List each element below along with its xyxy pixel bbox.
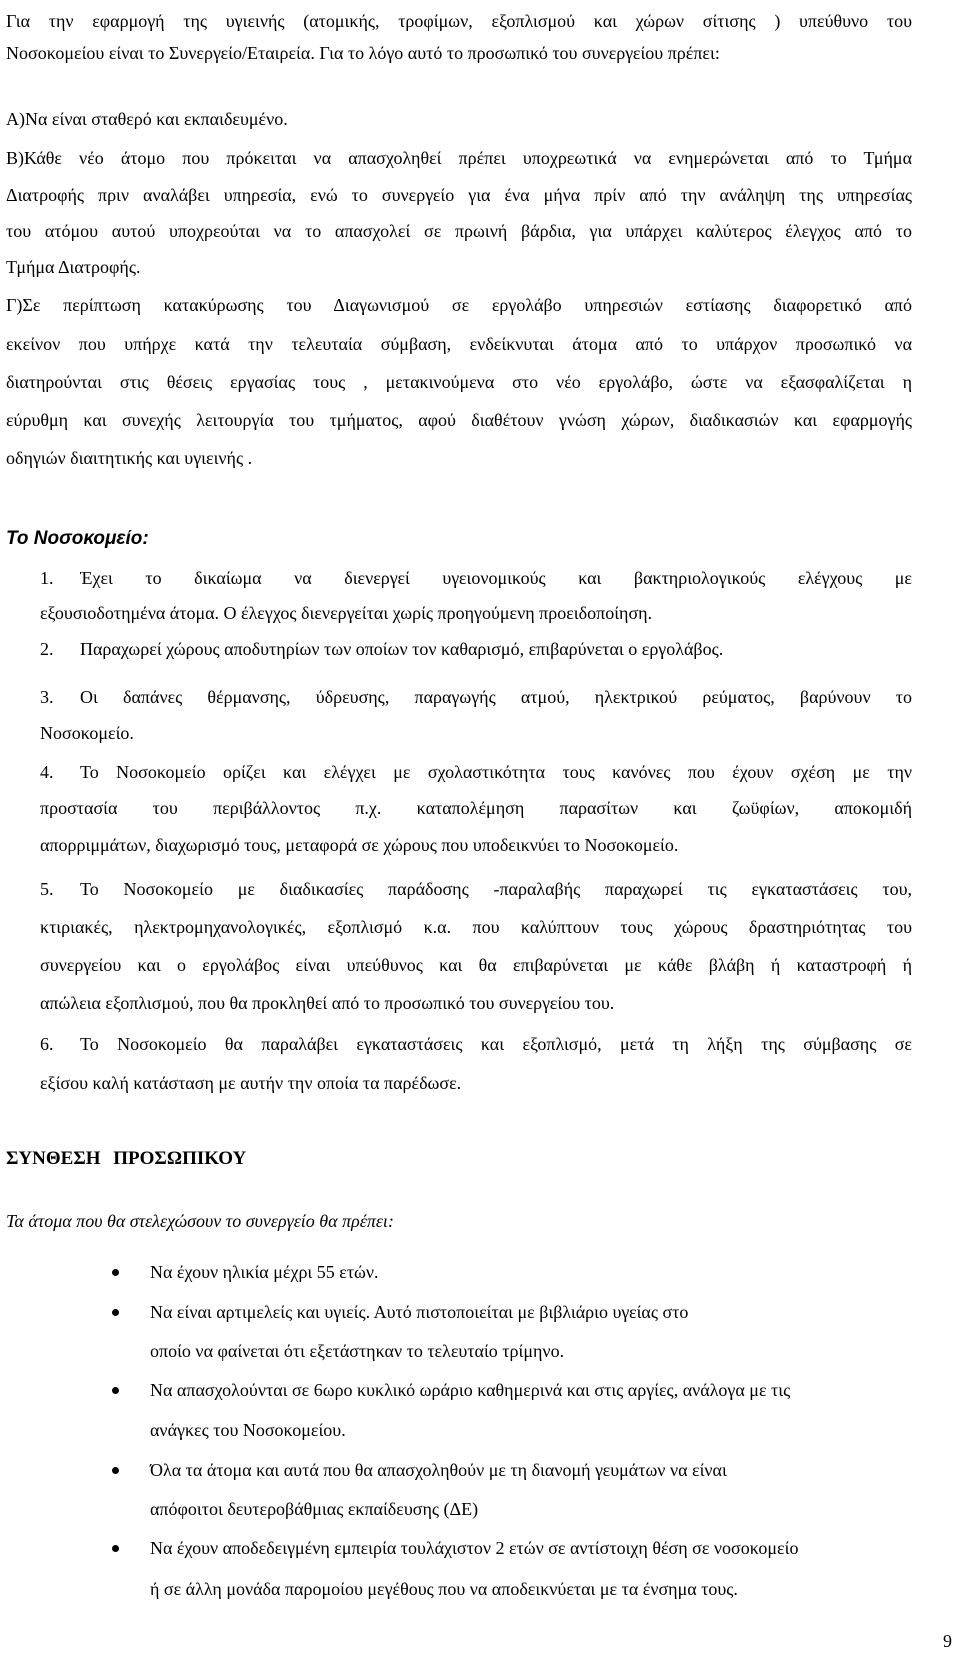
item-b-line-4: Τμήμα Διατροφής. — [6, 257, 141, 277]
staff-bullet-1-line-1: Να έχουν ηλικία μέχρι 55 ετών. — [150, 1262, 379, 1282]
intro-line-2: Νοσοκομείου είναι το Συνεργείο/Εταιρεία. Για το λόγο αυτό το προσωπικό του συνεργείου πρέπει: — [6, 43, 720, 63]
staff-bullet-5-line-1: Να έχουν αποδεδειγμένη εμπειρία τουλάχιστον 2 ετών σε αντίστοιχη θέση σε νοσοκομείο — [150, 1538, 799, 1558]
hospital-item-5-line-2: κτιριακές, ηλεκτρομηχανολογικές, εξοπλισμό κ.α. που καλύπτουν τους χώρους δραστηριότητας του — [40, 917, 912, 937]
staff-bullet-3-line-1: Να απασχολούνται σε 6ωρο κυκλικό ωράριο καθημερινά και στις αργίες, ανάλογα με τις — [150, 1380, 791, 1400]
bullet-icon — [112, 1467, 119, 1474]
hospital-item-number: 5. — [40, 879, 54, 899]
hospital-item-5-line-4: απώλεια εξοπλισμού, που θα προκληθεί από το προσωπικό του συνεργείου του. — [40, 993, 615, 1013]
staff-bullet-4-line-2: απόφοιτοι δευτεροβάθμιας εκπαίδευσης (ΔΕ) — [150, 1499, 479, 1519]
staff-bullet-2-line-1: Να είναι αρτιμελείς και υγιείς. Αυτό πιστοποιείται με βιβλιάριο υγείας στο — [150, 1302, 689, 1322]
page-number: 9 — [943, 1631, 952, 1651]
item-b-line-2: Διατροφής πριν αναλάβει υπηρεσία, ενώ το συνεργείο για ένα μήνα πρίν από την ανάληψη της υπηρεσίας — [6, 185, 912, 205]
hospital-item-1-line-1: Έχει το δικαίωμα να διενεργεί υγειονομικούς και βακτηριολογικούς ελέγχους με — [80, 568, 912, 588]
item-a: Α)Να είναι σταθερό και εκπαιδευμένο. — [6, 109, 288, 129]
hospital-item-5-line-3: συνεργείου και ο εργολάβος είναι υπεύθυνος και θα επιβαρύνεται με κάθε βλάβη ή καταστροφή ή — [40, 955, 912, 975]
item-c-line-1: Γ)Σε περίπτωση κατακύρωσης του Διαγωνισμού σε εργολάβο υπηρεσιών εστίασης διαφορετικό από — [6, 295, 912, 315]
hospital-item-3-line-2: Νοσοκομείο. — [40, 723, 134, 743]
bullet-icon — [112, 1269, 119, 1276]
hospital-item-4-line-3: απορριμμάτων, διαχωρισμό τους, μεταφορά σε χώρους που υποδεικνύει το Νοσοκομείο. — [40, 835, 679, 855]
hospital-item-number: 1. — [40, 568, 54, 588]
hospital-item-number: 4. — [40, 762, 54, 782]
staff-bullet-5-line-2: ή σε άλλη μονάδα παρομοίου μεγέθους που να αποδεικνύεται με τα ένσημα τους. — [150, 1579, 738, 1599]
item-c-line-3: διατηρούνται στις θέσεις εργασίας τους , μετακινούμενα στο νέο εργολάβο, ώστε να εξασφαλίζεται η — [6, 372, 912, 392]
bullet-icon — [112, 1387, 119, 1394]
hospital-item-6-line-2: εξίσου καλή κατάσταση με αυτήν την οποία τα παρέδωσε. — [40, 1073, 462, 1093]
item-c-line-5: οδηγιών διαιτητικής και υγιεινής . — [6, 448, 253, 468]
hospital-heading: Το Νοσοκομείο: — [6, 528, 149, 549]
bullet-icon — [112, 1309, 119, 1316]
hospital-item-2-line-1: Παραχωρεί χώρους αποδυτηρίων των οποίων τον καθαρισμό, επιβαρύνεται ο εργολάβος. — [80, 639, 724, 659]
intro-line-1: Για την εφαρμογή της υγιεινής (ατομικής, τροφίμων, εξοπλισμού και χώρων σίτισης ) υπεύθυνο του — [6, 11, 912, 31]
staff-heading: ΣΥΝΘΕΣΗ ΠΡΟΣΩΠΙΚΟΥ — [6, 1148, 247, 1169]
hospital-item-6-line-1: Το Νοσοκομείο θα παραλάβει εγκαταστάσεις και εξοπλισμό, μετά τη λήξη της σύμβασης σε — [80, 1034, 912, 1054]
hospital-item-4-line-2: προστασία του περιβάλλοντος π.χ. καταπολέμηση παρασίτων και ζωϋφίων, αποκομιδή — [40, 798, 912, 818]
hospital-item-number: 6. — [40, 1034, 54, 1054]
hospital-item-5-line-1: Το Νοσοκομείο με διαδικασίες παράδοσης -παραλαβής παραχωρεί τις εγκαταστάσεις του, — [80, 879, 912, 899]
bullet-icon — [112, 1545, 119, 1552]
item-c-line-4: εύρυθμη και συνεχής λειτουργία του τμήματος, αφού διαθέτουν γνώση χώρων, διαδικασιών και εφαρμογής — [6, 410, 912, 430]
hospital-item-4-line-1: Το Νοσοκομείο ορίζει και ελέγχει με σχολαστικότητα τους κανόνες που έχουν σχέση με την — [80, 762, 912, 782]
hospital-item-3-line-1: Οι δαπάνες θέρμανσης, ύδρευσης, παραγωγής ατμού, ηλεκτρικού ρεύματος, βαρύνουν το — [80, 687, 912, 707]
item-b-line-3: του ατόμου αυτού υποχρεούται να το απασχολεί σε πρωινή βάρδια, για υπάρχει καλύτερος έλεγχος από το — [6, 221, 912, 241]
hospital-item-number: 3. — [40, 687, 54, 707]
staff-bullet-3-line-2: ανάγκες του Νοσοκομείου. — [150, 1420, 346, 1440]
staff-intro: Τα άτομα που θα στελεχώσουν το συνεργείο θα πρέπει: — [6, 1211, 394, 1231]
item-c-line-2: εκείνον που υπήρχε κατά την τελευταία σύμβαση, ενδείκνυται άτομα από το υπάρχον προσωπικό να — [6, 334, 912, 354]
staff-bullet-4-line-1: Όλα τα άτομα και αυτά που θα απασχοληθούν με τη διανομή γευμάτων να είναι — [150, 1460, 727, 1480]
staff-bullet-2-line-2: οποίο να φαίνεται ότι εξετάστηκαν το τελευταίο τρίμηνο. — [150, 1341, 565, 1361]
hospital-item-number: 2. — [40, 639, 54, 659]
item-b-line-1: Β)Κάθε νέο άτομο που πρόκειται να απασχοληθεί πρέπει υποχρεωτικά να ενημερώνεται από το Τμήμα — [6, 148, 912, 168]
hospital-item-1-line-2: εξουσιοδοτημένα άτομα. Ο έλεγχος διενεργείται χωρίς προηγούμενη προειδοποίηση. — [40, 603, 653, 623]
